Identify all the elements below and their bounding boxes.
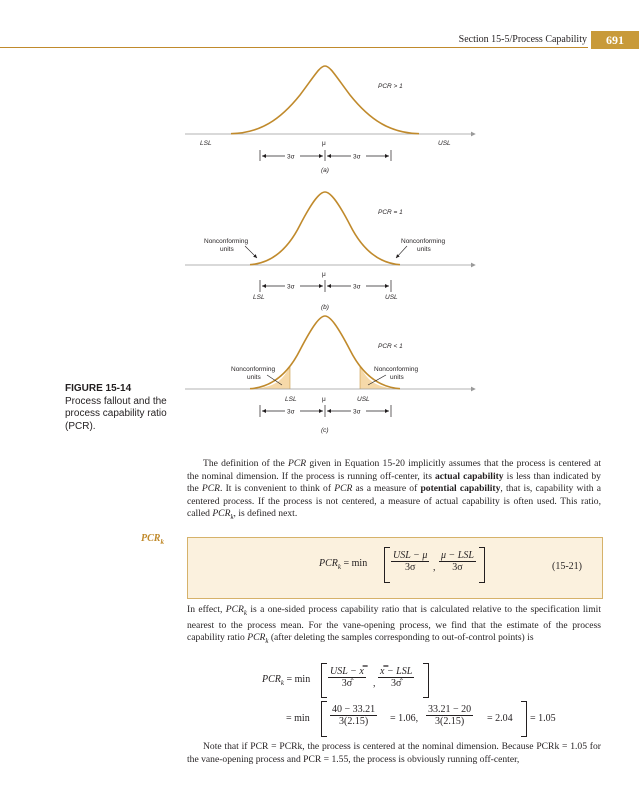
nonconforming-units-left: units: [247, 374, 261, 381]
normal-curve-a: [231, 66, 419, 134]
sigma-right: 3σ: [353, 408, 361, 416]
paragraph-1: The definition of the PCR given in Equation 15-20 implicitly assumes that the process is centered at the nominal dimension. If the process is running off-center, its actual capability is less than indicated by the PCR. It is convenient to think of PCR as a measure of potential capability, that is, capability with a centered process. If the process is not centered, a measure of actual capability is often used. This ratio, called $PCR_k$, is defined next.: [187, 458, 602, 522]
fraction-2: $\frac{\text{μ − LSL}}{3\sigma}$: [441, 550, 474, 573]
pcr-label: PCR > 1: [378, 83, 403, 90]
nonconforming-label-left: Nonconforming: [231, 366, 276, 373]
normal-curve-c: [250, 316, 400, 389]
left-bracket: [384, 547, 390, 583]
sigma-left: 3σ: [287, 283, 295, 291]
nonconforming-label-left: Nonconforming: [204, 238, 249, 245]
panel-sublabel: (b): [321, 304, 329, 311]
calc-fraction-1: $\frac{\text{USL − x̿}}{3\sigmâ}$: [330, 666, 364, 689]
usl-label: USL: [357, 396, 370, 403]
equation-15-21: [187, 537, 603, 599]
equation-lhs: $PCR_k = \min$: [319, 558, 368, 571]
calc-fraction-4: $\frac{33.21 - 20}{3(2.15)}$: [428, 704, 472, 727]
mu-label: μ: [322, 271, 326, 278]
usl-label: USL: [438, 140, 451, 147]
pcr-label: PCR = 1: [378, 209, 403, 216]
calc-fraction-2: $\frac{\text{x̿ − LSL}}{3\sigmâ}$: [380, 666, 413, 689]
nonconforming-label-right: Nonconforming: [374, 366, 419, 373]
fraction-1: $\frac{\text{USL − μ}}{3\sigma}$: [393, 550, 428, 573]
margin-label-pcrk: $PCR_k$: [141, 533, 164, 546]
right-bracket: [479, 547, 485, 583]
nonconforming-label-right: Nonconforming: [401, 238, 446, 245]
paragraph-2: In effect, $PCR_k$ is a one-sided process capability ratio that is calculated relative to the specification limit nearest to the process mean. For the vane-opening process, we find that the estimate of the process capability ratio $PCR_k$ (after deleting the samples corresponding to out-of-control points) is: [187, 604, 601, 645]
usl-label: USL: [385, 294, 398, 301]
panel-a: [185, 66, 475, 174]
nonconforming-units-right: units: [390, 374, 404, 381]
panel-c: [185, 316, 475, 434]
section-title: Section 15-5/Process Capability: [458, 34, 587, 45]
lsl-label: LSL: [253, 294, 265, 301]
calc-fraction-3: $\frac{40 - 33.21}{3(2.15)}$: [332, 704, 376, 727]
lsl-label: LSL: [200, 140, 212, 147]
panel-sublabel: (a): [321, 167, 329, 174]
mu-label: μ: [322, 396, 326, 403]
calc-line2-eq: = min: [286, 713, 310, 724]
nonconforming-units-right: units: [417, 246, 431, 253]
mu-label: μ: [322, 140, 326, 147]
sigma-left: 3σ: [287, 153, 295, 161]
calc-lhs: $PCR_k = \min$: [262, 674, 311, 687]
pcr-label: PCR < 1: [378, 343, 403, 350]
nonconforming-units-left: units: [220, 246, 234, 253]
equation-number: (15-21): [552, 561, 582, 572]
sigma-left: 3σ: [287, 408, 295, 416]
sigma-right: 3σ: [353, 283, 361, 291]
lsl-label: LSL: [285, 396, 297, 403]
figure-caption: [65, 383, 185, 433]
sigma-right: 3σ: [353, 153, 361, 161]
figure-caption-text: Process fallout and the process capability ratio (PCR).: [65, 395, 167, 432]
comma: ,: [433, 562, 436, 573]
panel-b: [185, 192, 475, 311]
normal-curve-b: [250, 192, 400, 265]
page-number: 691: [591, 31, 639, 49]
paragraph-3: Note that if PCR = PCRk, the process is centered at the nominal dimension. Because PCRk = 1.05 for the vane-opening process and PCR = 1.55, the process is obviously running off-center,: [187, 741, 601, 765]
calc-result: = 1.05: [530, 713, 556, 724]
panel-sublabel: (c): [321, 427, 329, 434]
figure-caption-label: FIGURE 15-14: [65, 383, 132, 394]
